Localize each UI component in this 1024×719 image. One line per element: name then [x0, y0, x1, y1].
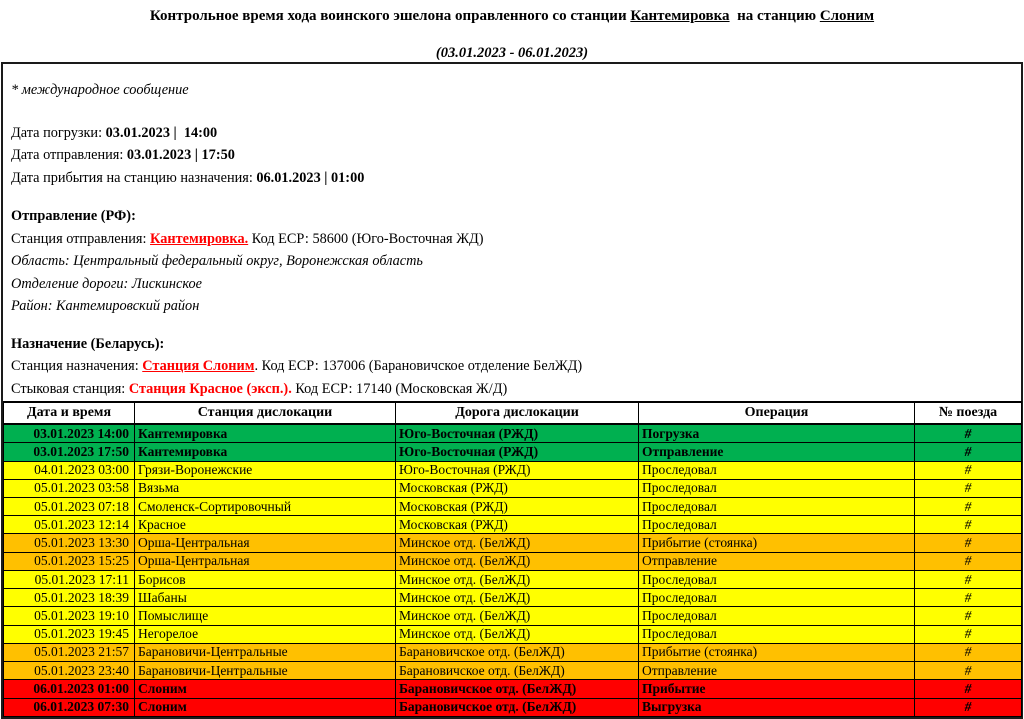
cell-road: Минское отд. (БелЖД) — [396, 625, 639, 643]
cell-datetime: 05.01.2023 17:11 — [4, 570, 135, 588]
table-row — [4, 461, 1022, 479]
title-station-from: Кантемировка — [630, 8, 730, 24]
cell-datetime: 05.01.2023 13:30 — [4, 534, 135, 552]
destination-group — [11, 333, 1013, 401]
cell-train-number: # — [915, 607, 1022, 625]
table-row — [4, 424, 1022, 443]
cell-operation: Отправление — [639, 443, 915, 461]
cell-road: Московская (РЖД) — [396, 497, 639, 515]
cell-operation: Проследовал — [639, 479, 915, 497]
junction-station-line — [11, 378, 1013, 401]
table-row — [4, 589, 1022, 607]
cell-road: Барановичское отд. (БелЖД) — [396, 680, 639, 698]
departure-date-value: 03.01.2023 | 17:50 — [126, 147, 235, 163]
table-row — [4, 443, 1022, 461]
col-header-train-number: № поезда — [915, 402, 1022, 424]
cell-train-number: # — [915, 443, 1022, 461]
table-row — [4, 570, 1022, 588]
cell-operation: Выгрузка — [639, 698, 915, 716]
junction-station-label: Стыковая станция: — [11, 380, 129, 397]
origin-region-line: Область: Центральный федеральный округ, Воронежская область — [11, 253, 423, 269]
cell-road: Минское отд. (БелЖД) — [396, 589, 639, 607]
table-header-row — [4, 402, 1022, 424]
international-note: * международное сообщение — [11, 82, 189, 98]
cell-operation: Проследовал — [639, 497, 915, 515]
cell-station: Слоним — [135, 698, 396, 716]
origin-heading: Отправление (РФ): — [11, 208, 136, 224]
table-row — [4, 497, 1022, 515]
table-row — [4, 680, 1022, 698]
cell-datetime: 06.01.2023 01:00 — [4, 680, 135, 698]
cell-station: Кантемировка — [135, 424, 396, 443]
date-range-subtitle: (03.01.2023 - 06.01.2023) — [435, 45, 589, 61]
table-row — [4, 479, 1022, 497]
table-row — [4, 552, 1022, 570]
cell-road: Барановичское отд. (БелЖД) — [396, 698, 639, 716]
cell-operation: Погрузка — [639, 424, 915, 443]
junction-station-name: Станция Красное (эксп.). — [128, 380, 292, 397]
col-header-station: Станция дислокации — [135, 402, 396, 424]
cell-datetime: 05.01.2023 03:58 — [4, 479, 135, 497]
cell-station: Шабаны — [135, 589, 396, 607]
cell-station: Вязьма — [135, 479, 396, 497]
cell-station: Помыслище — [135, 607, 396, 625]
cell-datetime: 05.01.2023 19:10 — [4, 607, 135, 625]
table-row — [4, 516, 1022, 534]
cell-road: Юго-Восточная (РЖД) — [396, 461, 639, 479]
cell-station: Борисов — [135, 570, 396, 588]
cell-datetime: 05.01.2023 23:40 — [4, 662, 135, 680]
junction-station-code: Код ЕСР: 17140 (Московская Ж/Д) — [291, 380, 508, 397]
cell-road: Барановичское отд. (БелЖД) — [396, 662, 639, 680]
cell-road: Барановичское отд. (БелЖД) — [396, 643, 639, 661]
cell-road: Юго-Восточная (РЖД) — [396, 443, 639, 461]
cell-train-number: # — [915, 479, 1022, 497]
table-row — [4, 662, 1022, 680]
cell-operation: Проследовал — [639, 461, 915, 479]
departure-date-line — [11, 144, 1013, 167]
cell-road: Юго-Восточная (РЖД) — [396, 424, 639, 443]
cell-station: Негорелое — [135, 625, 396, 643]
cell-road: Московская (РЖД) — [396, 479, 639, 497]
timeline-table-body — [4, 424, 1022, 717]
arrival-date-line — [11, 167, 1013, 190]
origin-station-name: Кантемировка. — [150, 230, 249, 247]
col-header-operation: Операция — [639, 402, 915, 424]
title-middle: на станцию — [729, 8, 820, 24]
cell-train-number: # — [915, 698, 1022, 716]
cell-road: Минское отд. (БелЖД) — [396, 570, 639, 588]
cell-train-number: # — [915, 534, 1022, 552]
cell-datetime: 05.01.2023 21:57 — [4, 643, 135, 661]
cell-station: Орша-Центральная — [135, 552, 396, 570]
origin-district-line: Район: Кантемировский район — [11, 298, 200, 314]
cell-operation: Прибытие (стоянка) — [639, 643, 915, 661]
table-row — [4, 698, 1022, 716]
cell-train-number: # — [915, 680, 1022, 698]
loading-date-label: Дата погрузки: — [11, 124, 106, 141]
cell-datetime: 05.01.2023 18:39 — [4, 589, 135, 607]
arrival-date-label: Дата прибытия на станцию назначения: — [11, 169, 257, 186]
cell-station: Красное — [135, 516, 396, 534]
cell-operation: Отправление — [639, 552, 915, 570]
cell-datetime: 05.01.2023 19:45 — [4, 625, 135, 643]
cell-road: Минское отд. (БелЖД) — [396, 552, 639, 570]
cell-station: Барановичи-Центральные — [135, 662, 396, 680]
table-row — [4, 643, 1022, 661]
cell-train-number: # — [915, 643, 1022, 661]
origin-station-code: Код ЕСР: 58600 (Юго-Восточная ЖД) — [248, 230, 484, 247]
loading-date-line — [11, 122, 1013, 145]
cell-datetime: 06.01.2023 07:30 — [4, 698, 135, 716]
cell-operation: Прибытие — [639, 680, 915, 698]
table-row — [4, 607, 1022, 625]
destination-station-label: Станция назначения: — [11, 358, 143, 374]
cell-station: Смоленск-Сортировочный — [135, 497, 396, 515]
title-prefix: Контрольное время хода воинского эшелона оправленного со станции — [149, 8, 631, 24]
key-dates-group — [11, 122, 1013, 190]
origin-station-label: Станция отправления: — [11, 230, 151, 247]
cell-train-number: # — [915, 516, 1022, 534]
destination-heading: Назначение (Беларусь): — [11, 335, 165, 352]
cell-station: Орша-Центральная — [135, 534, 396, 552]
table-row — [4, 534, 1022, 552]
cell-datetime: 03.01.2023 17:50 — [4, 443, 135, 461]
destination-station-line — [11, 355, 1013, 378]
report-body-box — [1, 62, 1023, 719]
table-row — [4, 625, 1022, 643]
cell-road: Минское отд. (БелЖД) — [396, 534, 639, 552]
cell-station: Грязи-Воронежские — [135, 461, 396, 479]
title-station-to: Слоним — [819, 8, 875, 24]
cell-train-number: # — [915, 570, 1022, 588]
cell-operation: Проследовал — [639, 516, 915, 534]
cell-train-number: # — [915, 625, 1022, 643]
cell-train-number: # — [915, 589, 1022, 607]
arrival-date-value: 06.01.2023 | 01:00 — [256, 169, 365, 186]
col-header-road: Дорога дислокации — [396, 402, 639, 424]
cell-operation: Отправление — [639, 662, 915, 680]
cell-operation: Проследовал — [639, 570, 915, 588]
destination-station-name: Станция Слоним — [142, 358, 255, 374]
cell-road: Минское отд. (БелЖД) — [396, 607, 639, 625]
cell-train-number: # — [915, 424, 1022, 443]
col-header-datetime: Дата и время — [4, 402, 135, 424]
info-section — [3, 64, 1021, 401]
cell-road: Московская (РЖД) — [396, 516, 639, 534]
cell-datetime: 04.01.2023 03:00 — [4, 461, 135, 479]
cell-train-number: # — [915, 662, 1022, 680]
origin-group — [11, 205, 1013, 318]
cell-train-number: # — [915, 497, 1022, 515]
cell-train-number: # — [915, 461, 1022, 479]
destination-station-code: . Код ЕСР: 137006 (Барановичское отделение БелЖД) — [254, 358, 583, 374]
cell-operation: Проследовал — [639, 589, 915, 607]
timeline-table — [3, 401, 1022, 717]
cell-datetime: 03.01.2023 14:00 — [4, 424, 135, 443]
origin-division-line: Отделение дороги: Лискинское — [11, 275, 202, 292]
origin-station-line — [11, 228, 1013, 251]
cell-train-number: # — [915, 552, 1022, 570]
cell-datetime: 05.01.2023 12:14 — [4, 516, 135, 534]
cell-operation: Проследовал — [639, 607, 915, 625]
cell-datetime: 05.01.2023 07:18 — [4, 497, 135, 515]
cell-operation: Прибытие (стоянка) — [639, 534, 915, 552]
cell-station: Слоним — [135, 680, 396, 698]
cell-station: Кантемировка — [135, 443, 396, 461]
cell-operation: Проследовал — [639, 625, 915, 643]
departure-date-label: Дата отправления: — [11, 147, 127, 163]
page-title — [0, 0, 1024, 26]
loading-date-value: 03.01.2023 | 14:00 — [105, 124, 218, 141]
cell-datetime: 05.01.2023 15:25 — [4, 552, 135, 570]
cell-station: Барановичи-Центральные — [135, 643, 396, 661]
